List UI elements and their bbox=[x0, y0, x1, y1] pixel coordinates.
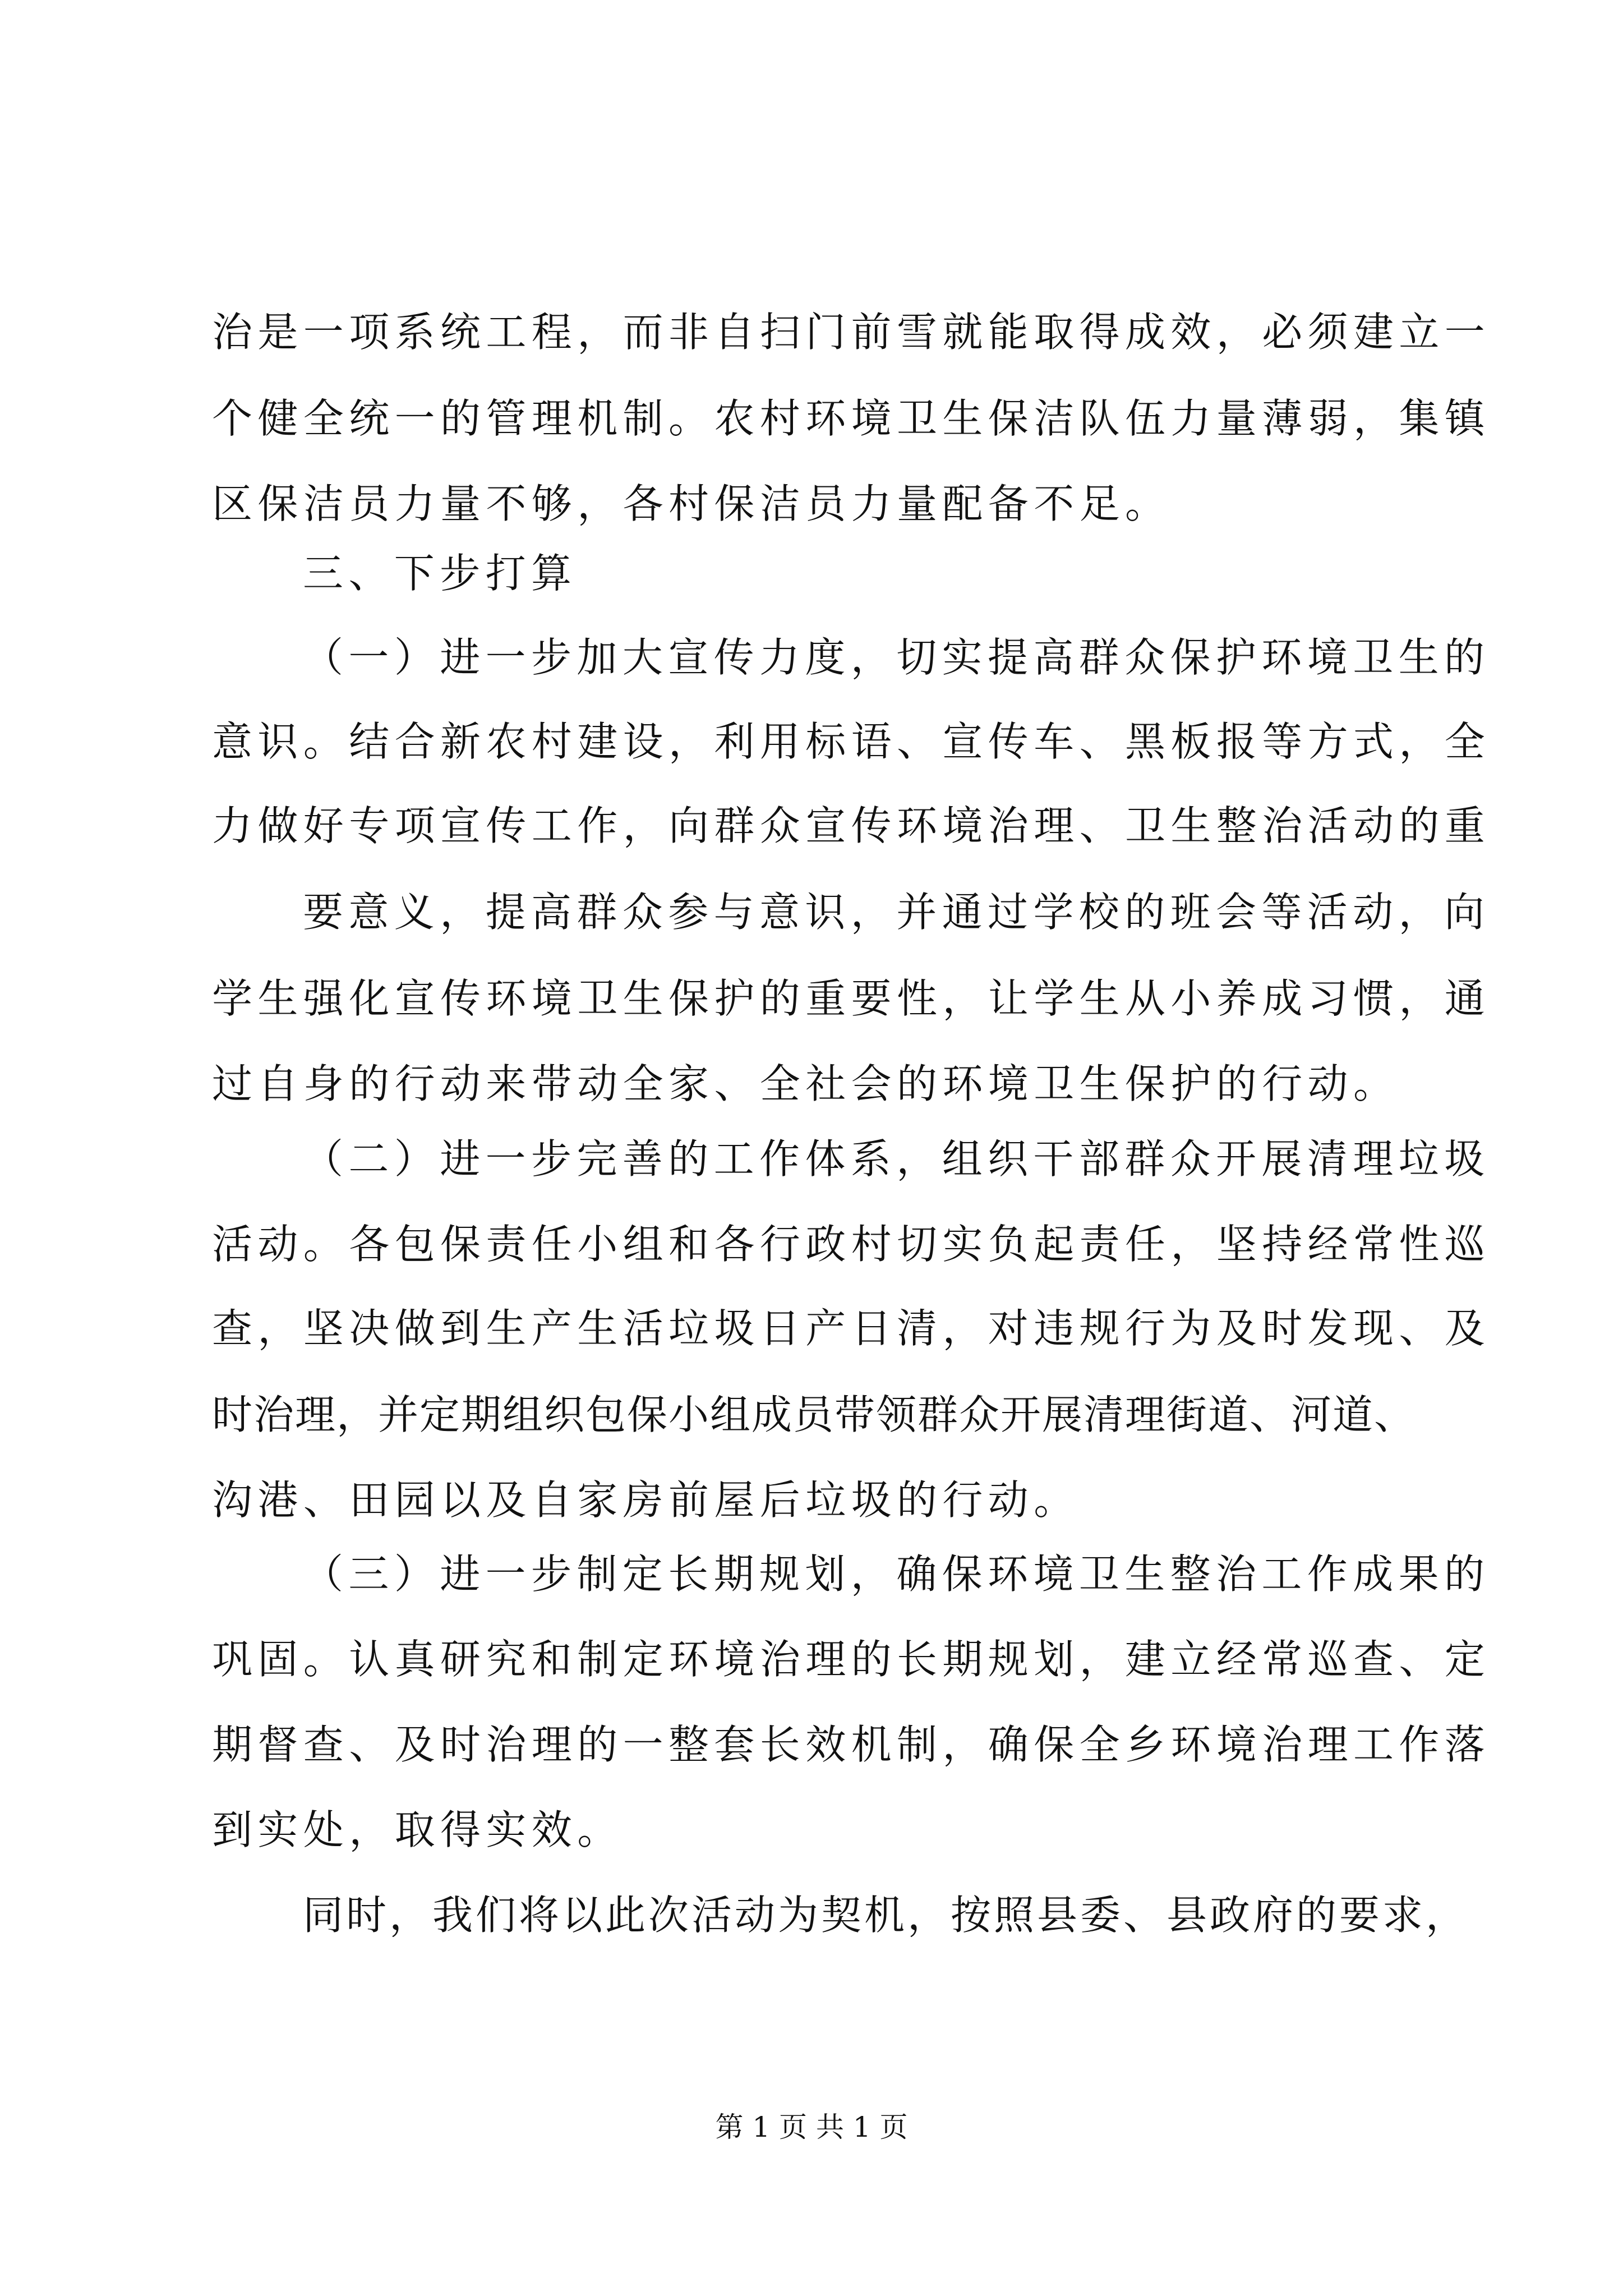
text-line: 活动。各包保责任小组和各行政村切实负起责任，坚持经常性巡 bbox=[212, 1221, 1491, 1268]
text-line: 力做好专项宣传工作，向群众宣传环境治理、卫生整治活动的重 bbox=[212, 802, 1491, 849]
text-line: 过自身的行动来带动全家、全社会的环境卫生保护的行动。 bbox=[212, 1060, 1399, 1107]
text-line: 个健全统一的管理机制。农村环境卫生保洁队伍力量薄弱，集镇 bbox=[212, 395, 1491, 442]
section-heading: 三、下步打算 bbox=[303, 550, 577, 597]
text-line: 到实处，取得实效。 bbox=[212, 1806, 623, 1853]
page-number-footer: 第 1 页 共 1 页 bbox=[715, 2111, 908, 2143]
text-line: （三）进一步制定长期规划，确保环境卫生整治工作成果的 bbox=[303, 1550, 1490, 1598]
text-line: 区保洁员力量不够，各村保洁员力量配备不足。 bbox=[212, 480, 1171, 527]
text-line: 巩固。认真研究和制定环境治理的长期规划，建立经常巡查、定 bbox=[212, 1636, 1491, 1683]
text-line: 查，坚决做到生产生活垃圾日产日清，对违规行为及时发现、及 bbox=[212, 1305, 1491, 1352]
text-line: 学生强化宣传环境卫生保护的重要性，让学生从小养成习惯，通 bbox=[212, 975, 1491, 1022]
text-line: 同时，我们将以此次活动为契机，按照县委、县政府的要求， bbox=[303, 1892, 1469, 1939]
text-line: 时治理，并定期组织包保小组成员带领群众开展清理街道、河道、 bbox=[212, 1391, 1416, 1438]
text-line: 治是一项系统工程，而非自扫门前雪就能取得成效，必须建立一 bbox=[212, 309, 1491, 356]
text-line: 意识。结合新农村建设，利用标语、宣传车、黑板报等方式，全 bbox=[212, 718, 1491, 765]
text-line: 期督查、及时治理的一整套长效机制，确保全乡环境治理工作落 bbox=[212, 1721, 1491, 1768]
text-line: （二）进一步完善的工作体系，组织干部群众开展清理垃圾 bbox=[303, 1135, 1490, 1182]
text-line: （一）进一步加大宣传力度，切实提高群众保护环境卫生的 bbox=[303, 634, 1490, 681]
text-line: 沟港、田园以及自家房前屋后垃圾的行动。 bbox=[212, 1476, 1080, 1524]
text-line: 要意义，提高群众参与意识，并通过学校的班会等活动，向 bbox=[303, 889, 1490, 936]
